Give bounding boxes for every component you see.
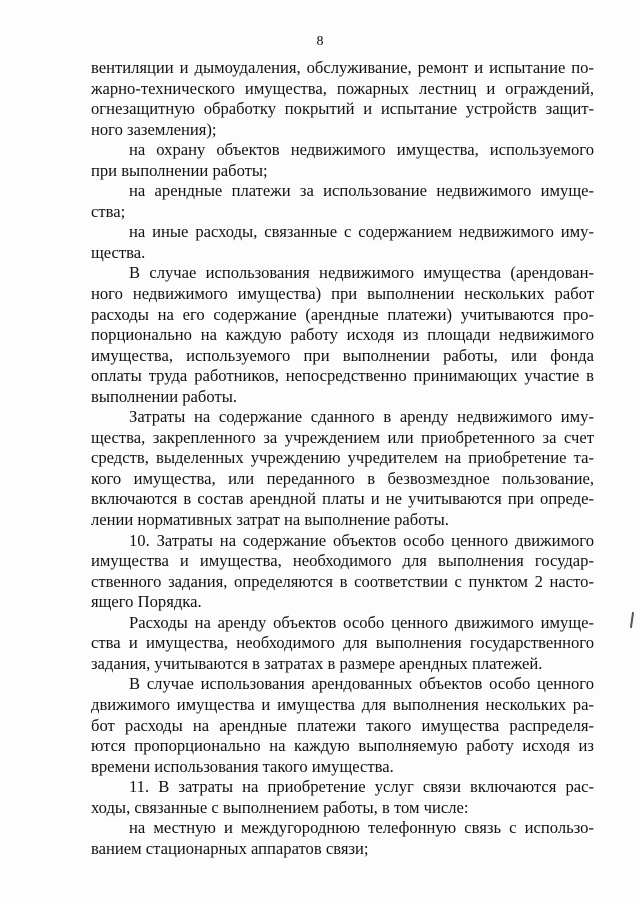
text-line: ственного задания, определяются в соответствии с пунктом 2 насто- [91, 571, 594, 591]
text-line: жарно-технического имущества, пожарных лестниц и ограждений, [91, 78, 594, 98]
text-line: щества, закрепленного за учреждением или приобретенного за счет [91, 427, 594, 447]
text-line: включаются в состав арендной платы и не учитываются при опреде- [91, 489, 594, 509]
text-line: на иные расходы, связанные с содержанием недвижимого иму- [129, 222, 594, 242]
scan-artifact-mark [630, 612, 634, 628]
text-line: ванием стационарных аппаратов связи; [91, 838, 369, 858]
text-line: 10. Затраты на содержание объектов особо ценного движимого [129, 530, 594, 550]
text-line: оплаты труда работников, непосредственно принимающих участие в [91, 366, 594, 386]
text-line: В случае использования недвижимого имущества (арендован- [129, 263, 594, 283]
text-line: ящего Порядка. [91, 592, 202, 612]
text-line: расходы на его содержание (арендные платежи) учитываются про- [91, 304, 594, 324]
text-line: щества. [91, 242, 146, 262]
text-line: ного заземления); [91, 119, 217, 139]
text-line: имущества, используемого при выполнении работы, или фонда [91, 345, 594, 365]
text-line: огнезащитную обработку покрытий и испытание устройств защит- [91, 99, 594, 119]
text-line: Затраты на содержание сданного в аренду недвижимого иму- [129, 407, 594, 427]
text-line: на охрану объектов недвижимого имущества, используемого [129, 140, 594, 160]
text-line: движимого имущества и имущества для выполнения нескольких ра- [91, 694, 594, 714]
text-line: времени использования такого имущества. [91, 756, 394, 776]
body-text [91, 58, 594, 859]
text-line: бот расходы на арендные платежи такого имущества распределя- [91, 715, 594, 735]
text-line: средств, выделенных учреждению учредителем на приобретение та- [91, 448, 594, 468]
text-line: при выполнении работы; [91, 160, 268, 180]
text-line: ходы, связанные с выполнением работы, в том числе: [91, 797, 469, 817]
text-line: на арендные платежи за использование недвижимого имуще- [129, 181, 594, 201]
text-line: ного недвижимого имущества) при выполнении нескольких работ [91, 284, 594, 304]
text-line: ства и имущества, необходимого для выполнения государственного [91, 633, 594, 653]
text-line: на местную и междугороднюю телефонную связь с использо- [129, 818, 594, 838]
text-line: порционально на каждую работу исходя из площади недвижимого [91, 325, 594, 345]
text-line: имущества и имущества, необходимого для выполнения государ- [91, 551, 594, 571]
text-line: выполнении работы. [91, 386, 237, 406]
text-line: Расходы на аренду объектов особо ценного движимого имуще- [129, 612, 594, 632]
text-line: лении нормативных затрат на выполнение работы. [91, 510, 449, 530]
page-number: 8 [316, 34, 324, 49]
text-line: задания, учитываются в затратах в размере арендных платежей. [91, 653, 543, 673]
text-line: ются пропорционально на каждую выполняемую работу исходя из [91, 736, 594, 756]
text-line: вентиляции и дымоудаления, обслуживание, ремонт и испытание по- [91, 58, 594, 77]
text-line: кого имущества, или переданного в безвозмездное пользование, [91, 468, 594, 488]
text-line: 11. В затраты на приобретение услуг связи включаются рас- [129, 777, 594, 797]
text-line: ства; [91, 201, 126, 221]
text-line: В случае использования арендованных объектов особо ценного [129, 674, 594, 694]
